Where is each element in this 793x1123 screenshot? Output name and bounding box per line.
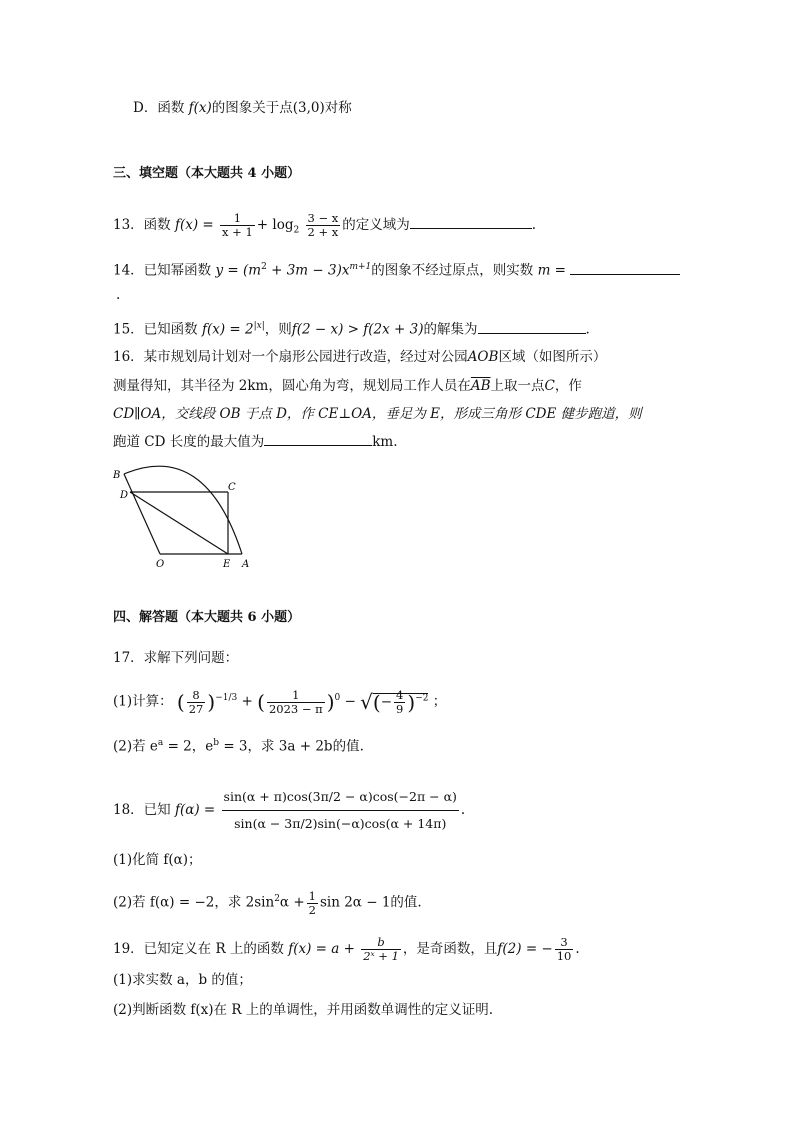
q17-frac3 <box>394 689 405 716</box>
q19-mid: ，是奇函数，且 <box>402 941 498 957</box>
segment-ob <box>124 474 160 554</box>
question-19 <box>113 936 580 963</box>
q18-fa: f(α) = <box>174 802 216 818</box>
q19-d: 2ˣ + 1 <box>363 949 399 963</box>
q13-base: 2 <box>293 225 300 236</box>
q16-line-4 <box>113 431 398 452</box>
q17-part-2 <box>113 733 364 757</box>
q18-frac <box>222 784 459 837</box>
q17-p1-label: (1)计算： <box>113 693 173 710</box>
q17-n1: 8 <box>187 689 206 703</box>
q13-d2: 2 + x <box>307 225 339 239</box>
q13-frac2 <box>306 212 341 239</box>
q13-d1: x + 1 <box>222 225 253 239</box>
q16-l2b: 上取一点 <box>490 378 545 394</box>
q19-part-1: (1)求实数 a，b 的值； <box>113 972 252 988</box>
q19-frac2 <box>555 936 574 963</box>
q14-sq: 2 <box>261 262 267 272</box>
q13-answer-blank[interactable] <box>410 214 532 229</box>
option-d <box>133 98 352 118</box>
q18-p2a: (2)若 f(α) = −2，求 2sin <box>113 894 275 911</box>
q16-c: C <box>544 378 555 394</box>
q16-line-2 <box>113 376 582 396</box>
label-e: E <box>223 559 231 568</box>
question-18 <box>113 784 465 837</box>
label-b: B <box>113 470 121 481</box>
q18-half <box>307 890 318 917</box>
q17-d3: 9 <box>396 701 404 716</box>
q16-line-1 <box>113 347 606 367</box>
segment-de <box>130 492 228 554</box>
q18-p2n: 1 <box>308 888 316 903</box>
q17-n2: 1 <box>267 689 325 703</box>
q17-p2-c: = 3，求 3a + 2b的值. <box>219 738 364 755</box>
q16-l2: 测量得知，其半径为 2km，圆心角为弯，规划局工作人员在 <box>113 378 471 394</box>
option-d-label: D．函数 <box>133 100 185 116</box>
option-d-point: (3,0) <box>292 100 325 116</box>
q16-line-3: CD∥OA，交线段 OB 于点 D，作 CE⊥OA，垂足为 E，形成三角形 CDE 健步跑道，则 <box>113 406 642 422</box>
q15-exp: |x| <box>253 321 265 331</box>
q19-d2: 10 <box>556 949 572 963</box>
q14-tail: 的图象不经过原点，则实数 <box>371 262 534 279</box>
q15-answer-blank[interactable] <box>478 319 586 334</box>
q14-expr2: + 3m − 3)x <box>266 262 350 279</box>
q17-e3: −2 <box>415 693 429 703</box>
q15-fx: f(x) = 2 <box>201 321 254 338</box>
q16-l4: 跑道 CD 长度的最大值为 <box>113 434 265 450</box>
q18-denom: sin(α − 3π/2)sin(−α)cos(α + 14π) <box>234 816 447 831</box>
q13-n1: 1 <box>220 212 255 226</box>
question-14 <box>113 257 680 281</box>
q14-num: 14．已知幂函数 <box>113 262 212 279</box>
question-15 <box>113 316 590 340</box>
q16-unit: km. <box>372 434 398 450</box>
q15-ineq: f(2 − x) > f(2x + 3) <box>291 321 424 338</box>
label-a: A <box>242 559 250 568</box>
q19-part-2: (2)判断函数 f(x)在 R 上的单调性，并用函数单调性的定义证明. <box>113 1002 494 1018</box>
q19-n: b <box>361 936 401 950</box>
sector-figure <box>110 458 260 568</box>
q14-end: . <box>116 287 121 303</box>
q13-n2: 3 − x <box>307 211 339 225</box>
q17-n3: 4 <box>396 687 404 702</box>
q14-exp: m+1 <box>349 262 372 272</box>
q18-p2b: α + <box>279 894 305 911</box>
q17-p2-b: = 2，e <box>163 738 214 755</box>
q17-d1: 27 <box>188 701 204 716</box>
q18-end: . <box>460 802 466 818</box>
q14-expr1: y = (m <box>215 262 262 279</box>
q16-arc: $\overline{AB}$ <box>470 378 491 394</box>
q19-frac <box>361 936 401 963</box>
q13-plus: + log <box>256 217 294 233</box>
section-3-title: 三、填空题（本大题共 4 小题） <box>113 166 301 181</box>
q13-fx: f(x) = <box>174 217 214 233</box>
q19-n2: 3 <box>555 936 574 950</box>
label-d: D <box>120 490 129 501</box>
option-d-mid: 的图象关于点 <box>211 100 293 116</box>
q18-p2c: sin 2α − 1的值. <box>319 894 422 911</box>
q18-part-1: (1)化简 f(α)； <box>113 852 202 868</box>
q17-p2-a: a <box>157 738 164 748</box>
q16-l1: 16．某市规划局计划对一个扇形公园进行改造，经过对公园 <box>113 349 468 365</box>
q15-tail: 的解集为 <box>423 321 478 338</box>
q19-num: 19．已知定义在 R 上的函数 <box>113 941 284 957</box>
q16-answer-blank[interactable] <box>264 431 372 446</box>
question-13 <box>113 212 536 241</box>
q14-answer-blank[interactable] <box>570 260 680 275</box>
q16-l2c: ，作 <box>554 378 582 394</box>
q13-num: 13．函数 <box>113 217 171 233</box>
q18-part-2 <box>113 889 422 917</box>
q18-numer: sin(α + π)cos(3π/2 − α)cos(−2π − α) <box>222 784 459 811</box>
q17-p1-end: ； <box>432 693 447 710</box>
q19-f2: f(2) = − <box>497 941 553 957</box>
q18-p2d: 2 <box>308 902 316 917</box>
q17-e1: −1/3 <box>215 693 238 703</box>
q14-m: m = <box>537 262 566 279</box>
q17-title: 17．求解下列问题： <box>113 650 239 666</box>
q19-end: . <box>575 941 580 957</box>
q15-mid: ，则 <box>264 321 292 338</box>
q17-minus: − <box>344 693 356 710</box>
option-d-tail: 对称 <box>324 100 352 116</box>
q15-end: . <box>585 321 590 338</box>
q17-frac1 <box>187 689 206 716</box>
q17-e2: 0 <box>334 693 341 703</box>
q17-p2: (2)若 e <box>113 738 158 755</box>
q18-p2sq: 2 <box>274 894 280 904</box>
q16-l1b: 区域（如图所示） <box>498 349 607 365</box>
q17-p2-bb: b <box>213 738 220 748</box>
q13-end: . <box>531 217 537 233</box>
q13-frac1 <box>220 212 255 239</box>
q17-part-1: (1)计算： ( $\frac{8}{27}$ )$^{-1/3}$ + ( $\frac{1}{2023 - \pi}$ )$^0$ − √(− $\frac{4}{9}$ )$^{-2}$ ； <box>113 687 447 716</box>
q15-num: 15．已知函数 <box>113 321 198 338</box>
q17-frac2 <box>267 689 325 716</box>
label-c: C <box>228 482 236 493</box>
q16-aob: AOB <box>467 349 499 365</box>
option-d-fx: f(x) <box>188 100 212 116</box>
sector-arc <box>124 466 242 554</box>
q17-d2: 2023 − π <box>268 701 323 716</box>
section-4-title: 四、解答题（本大题共 6 小题） <box>113 610 301 625</box>
q18-num: 18．已知 <box>113 802 171 818</box>
q13-tail: 的定义域为 <box>342 217 410 233</box>
label-o: O <box>156 559 165 568</box>
q19-fx: f(x) = a + <box>288 941 355 957</box>
